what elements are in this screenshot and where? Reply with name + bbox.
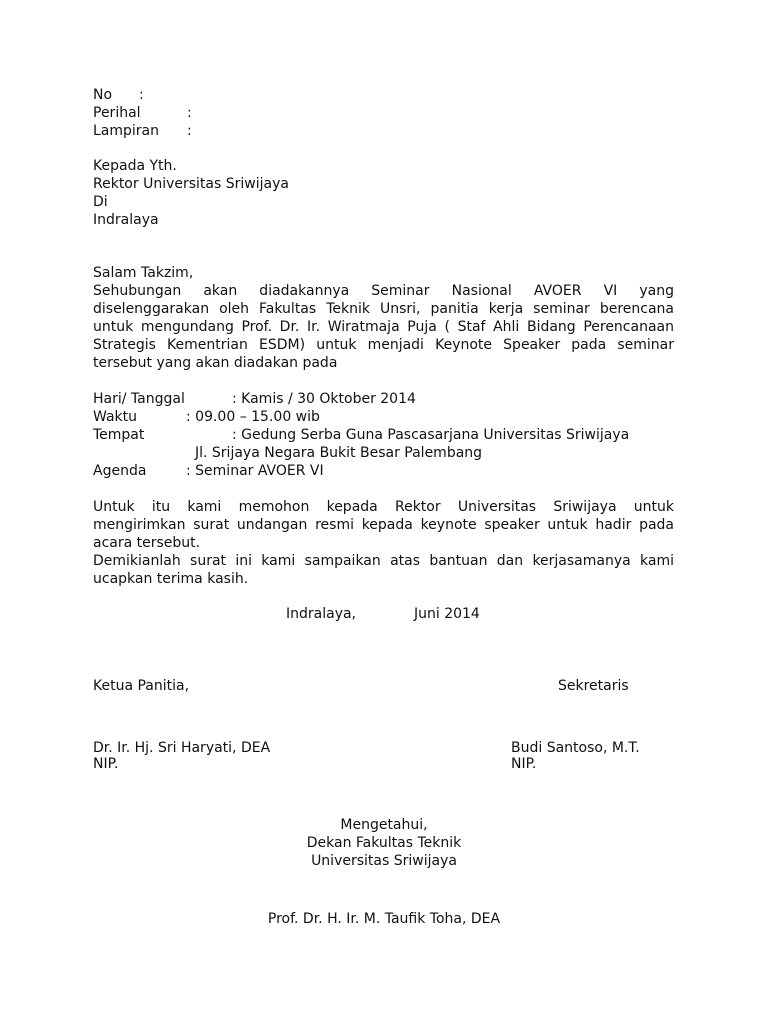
event-time-label: Waktu <box>93 409 137 425</box>
greeting: Salam Takzim, <box>93 265 194 281</box>
paragraph-2 <box>93 498 674 552</box>
perihal-colon: : <box>187 105 192 121</box>
recipient-line-4: Indralaya <box>93 212 159 228</box>
recipient-line-2: Rektor Universitas Sriwijaya <box>93 176 289 192</box>
closing-date: Juni 2014 <box>414 606 480 622</box>
no-colon: : <box>139 87 144 103</box>
event-date-label: Hari/ Tanggal <box>93 391 185 407</box>
paragraph-1-line: tersebut yang akan diadakan pada <box>93 355 338 371</box>
recipient-line-1: Kepada Yth. <box>93 158 177 174</box>
paragraph-3-line: ucapkan terima kasih. <box>93 571 249 587</box>
left-signatory-role: Ketua Panitia, <box>93 678 190 694</box>
event-agenda-label: Agenda <box>93 463 147 479</box>
event-time-value: : 09.00 – 15.00 wib <box>186 409 320 425</box>
paragraph-1-line: untuk mengundang Prof. Dr. Ir. Wiratmaja Puja ( Staf Ahli Bidang Perencanaan <box>93 319 674 335</box>
approval-line-1: Mengetahui, <box>340 817 428 833</box>
paragraph-3-line: Demikianlah surat ini kami sampaikan atas bantuan dan kerjasamanya kami <box>93 553 674 569</box>
approval-line-2: Dekan Fakultas Teknik <box>306 835 462 851</box>
recipient-line-3: Di <box>93 194 108 210</box>
paragraph-2-line: Untuk itu kami memohon kepada Rektor Universitas Sriwijaya untuk <box>93 499 674 515</box>
no-label: No <box>93 87 113 103</box>
approval-block <box>0 816 768 870</box>
paragraph-1-line: diselenggarakan oleh Fakultas Teknik Unsri, panitia kerja seminar berencana <box>93 301 674 317</box>
paragraph-2-line: mengirimkan surat undangan resmi kepada keynote speaker untuk hadir pada <box>93 517 674 533</box>
dean-name: Prof. Dr. H. Ir. M. Taufik Toha, DEA <box>267 911 501 927</box>
lampiran-label: Lampiran <box>93 123 160 139</box>
paragraph-1 <box>93 282 674 372</box>
event-date-value: : Kamis / 30 Oktober 2014 <box>232 391 416 407</box>
right-signatory-nip: NIP. <box>511 756 537 772</box>
event-agenda-value: : Seminar AVOER VI <box>186 463 324 479</box>
event-place-address: Jl. Srijaya Negara Bukit Besar Palembang <box>195 445 483 461</box>
right-signatory-role: Sekretaris <box>558 678 629 694</box>
left-signatory-nip: NIP. <box>93 756 119 772</box>
paragraph-2-line: acara tersebut. <box>93 535 201 551</box>
event-place-value: : Gedung Serba Guna Pascasarjana Universitas Sriwijaya <box>232 427 630 443</box>
perihal-label: Perihal <box>93 105 141 121</box>
closing-city: Indralaya, <box>286 606 357 622</box>
paragraph-3 <box>93 552 674 588</box>
left-signatory-name: Dr. Ir. Hj. Sri Haryati, DEA <box>93 740 271 756</box>
event-place-label: Tempat <box>93 427 145 443</box>
right-signatory-name: Budi Santoso, M.T. <box>511 740 640 756</box>
paragraph-1-line: Sehubungan akan diadakannya Seminar Nasional AVOER VI yang <box>93 283 674 299</box>
approval-line-3: Universitas Sriwijaya <box>311 853 457 869</box>
paragraph-1-line: Strategis Kementrian ESDM) untuk menjadi Keynote Speaker pada seminar <box>93 337 674 353</box>
lampiran-colon: : <box>187 123 192 139</box>
